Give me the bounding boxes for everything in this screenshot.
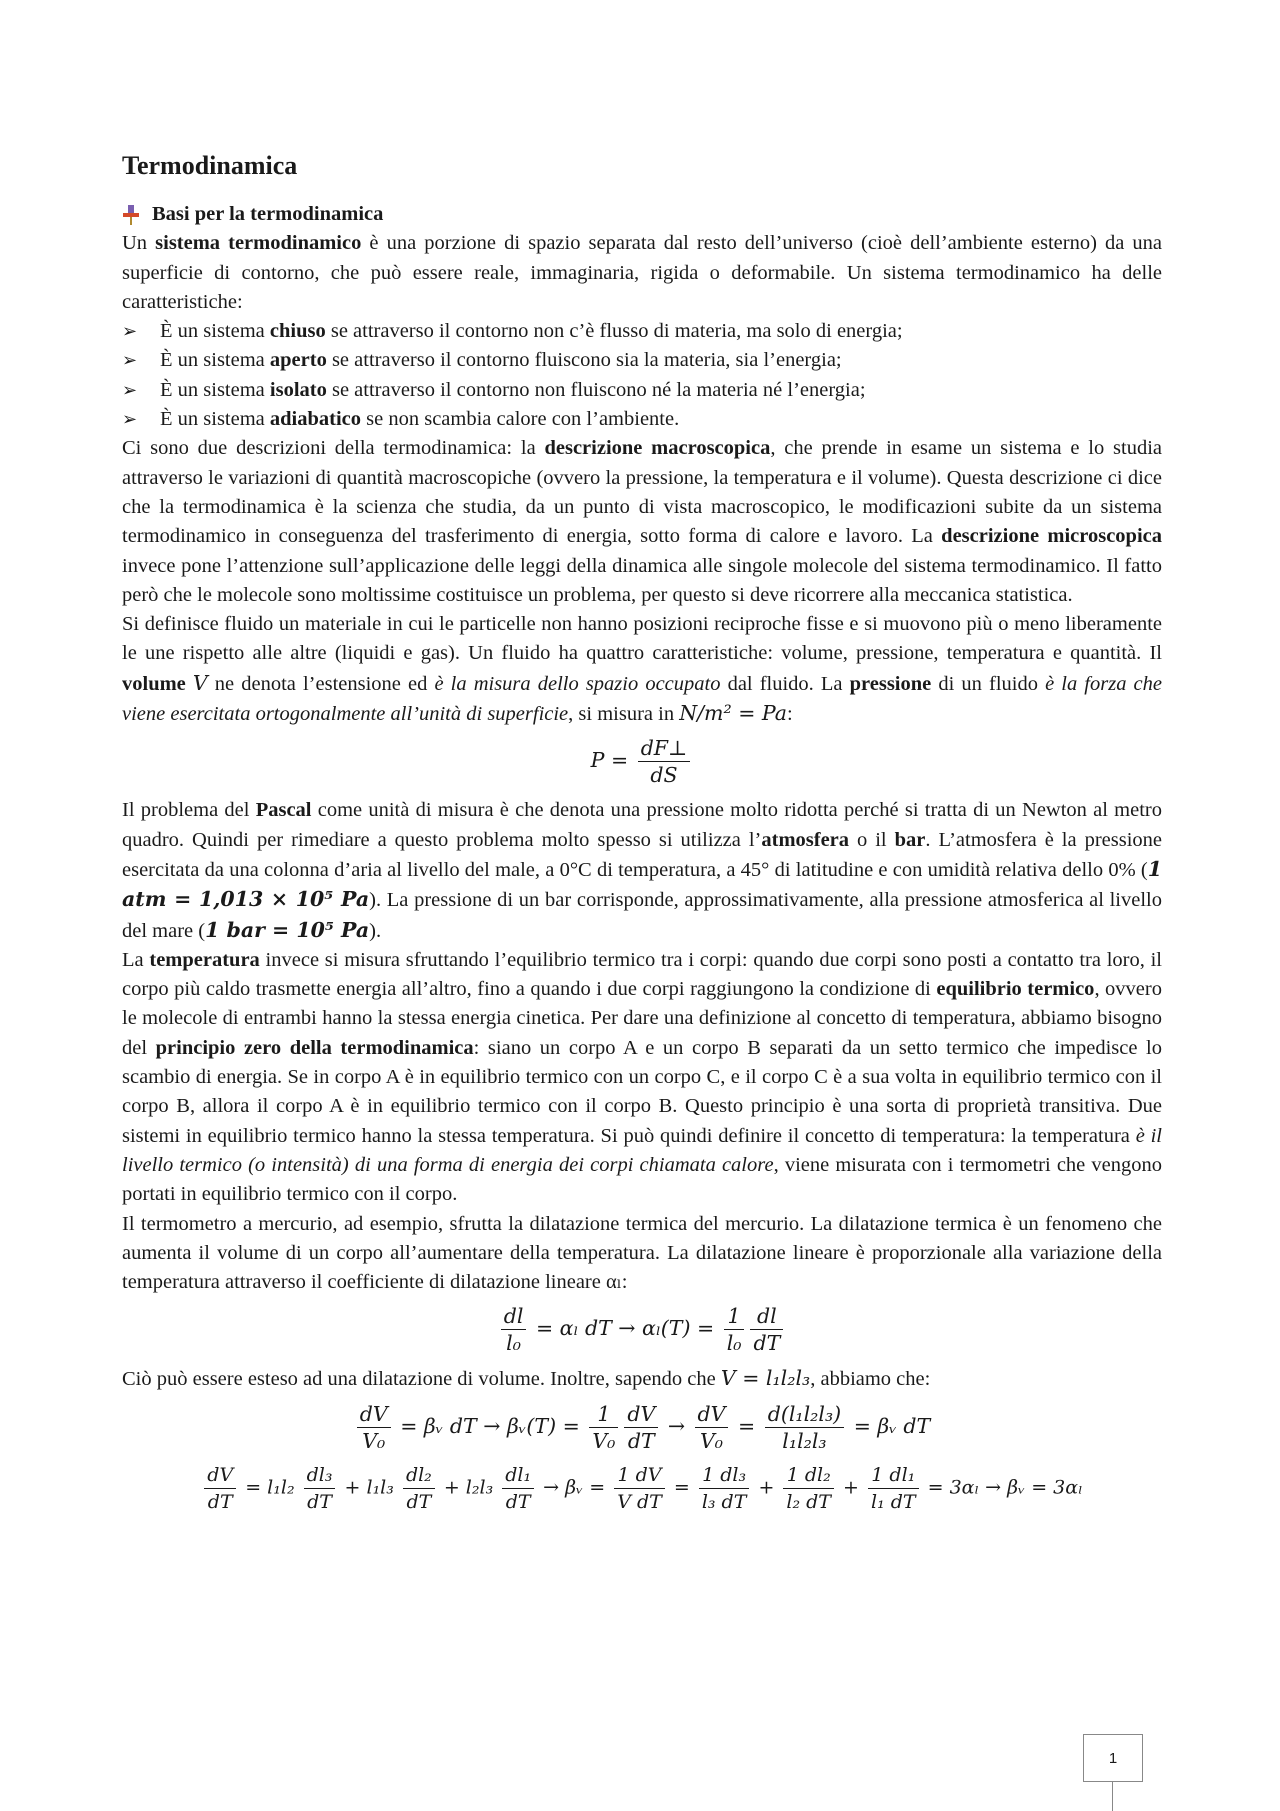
section-heading-text: Basi per la termodinamica [152,203,384,225]
arrow-bullet-icon: ➢ [122,350,138,371]
pascal-paragraph: Il problema del Pascal come unità di misura è che denota una pressione molto ridotta perché si tratta di un Newton al metro quadro. Quindi per rimediare a questo problema molto spesso si utilizza l’atmosfera o il bar. L’atmosfera è la pressione esercitata da una colonna d’aria al livello del male, a 0°C di temperatura, a 45° di latitudine e con umidità relativa dello 0% (1 atm = 1,013 × 10⁵ Pa). La pressione di un bar corrisponde, approssimativamente, alla pressione atmosferica al livello del mare (1 bar = 10⁵ Pa). [122,799,1162,942]
volume-expansion-formula: $\frac{dV}{\text{V₀}}$ = βᵥ dT → βᵥ(T) = $\frac{1}{\text{V₀}}$ $\frac{dV}{dT}$ → $\frac{dV}{\text{V₀}}$ = $\frac{\text{d(l₁l₂l₃)}}{\text{l₁l₂l₃}}$ = βᵥ dT [122,1401,1162,1454]
list-item: ➢ È un sistema aperto se attraverso il contorno fluiscono sia la materia, sia l’energia; [122,346,1162,375]
section-heading [122,200,1162,229]
list-item: ➢ È un sistema isolato se attraverso il contorno non fluiscono né la materia né l’energia; [122,376,1162,405]
bullet-list [122,317,1162,434]
page-number: 1 [1083,1734,1143,1782]
arrow-bullet-icon: ➢ [122,409,138,430]
derivative-formula: $\frac{dV}{dT}$ = l₁l₂ $\frac{\text{dl₃}}{dT}$ + l₁l₃ $\frac{\text{dl₂}}{dT}$ + l₂l₃ $\frac{\text{dl₁}}{dT}$ → βᵥ = $\frac{1 dV}{\text{V dT}}$ = $\frac{\text{1 dl₃}}{\text{l₃ dT}}$ + $\frac{\text{1 dl₂}}{\text{l₂ dT}}$ + $\frac{\text{1 dl₁}}{\text{l₁ dT}}$ = 3αₗ → βᵥ = 3αₗ [86,1462,1198,1515]
mercury-paragraph: Il termometro a mercurio, ad esempio, sfrutta la dilatazione termica del mercurio. La dilatazione termica è un fenomeno che aumenta il volume di un corpo all’aumentare della temperatura. La dilatazione lineare è proporzionale alla variazione della temperatura attraverso il coefficiente di dilatazione lineare αₗ: [122,1212,1162,1294]
list-item: ➢ È un sistema adiabatico se non scambia calore con l’ambiente. [122,405,1162,434]
volume-paragraph: Ciò può essere esteso ad una dilatazione di volume. Inoltre, sapendo che V = l₁l₂l₃, abbiamo che: [122,1366,931,1391]
list-item: ➢ È un sistema chiuso se attraverso il contorno non c’è flusso di materia, ma solo di energia; [122,317,1162,346]
arrow-bullet-icon: ➢ [122,379,138,400]
descriptions-paragraph: Ci sono due descrizioni della termodinamica: la descrizione macroscopica, che prende in esame un sistema e lo studia attraverso le variazioni di quantità macroscopiche (ovvero la pressione, la temperatura e il volume). Questa descrizione ci dice che la termodinamica è la scienza che studia, da un punto di vista macroscopico, le modificazioni subite da un sistema termodinamico in conseguenza del trasferimento di energia, sotto forma di calore e lavoro. La descrizione microscopica invece pone l’attenzione sull’applicazione delle leggi della dinamica alle singole molecole del sistema termodinamico. Il fatto però che le molecole sono moltissime costituisce un problema, per questo si deve ricorrere alla meccanica statistica. [122,437,1163,606]
fluid-paragraph: Si definisce fluido un materiale in cui le particelle non hanno posizioni reciproche fisse e si muovono più o meno liberamente le une rispetto alle altre (liquidi e gas). Un fluido ha quattro caratteristiche: volume, pressione, temperatura e quantità. Il volume V ne denota l’estensione ed è la misura dello spazio occupato dal fluido. La pressione di un fluido è la forza che viene esercitata ortogonalmente all’unità di superficie, si misura in N/m² = Pa: [122,613,1162,726]
pressure-formula: P = $\frac{dF\perp}{dS}$ [122,735,1162,788]
page-title: Termodinamica [122,151,298,180]
document-page [122,150,1162,1523]
linear-expansion-formula: $\frac{dl}{\text{l₀}}$ = αₗ dT → αₗ(T) = $\frac{1}{\text{l₀}}$ $\frac{dl}{dT}$ [122,1303,1162,1356]
pushpin-icon [122,205,140,225]
temperature-paragraph: La temperatura invece si misura sfruttando l’equilibrio termico tra i corpi: quando due corpi sono posti a contatto tra loro, il corpo più caldo trasmette energia all’altro, fino a quando i due corpi raggiungono la condizione di equilibrio termico, ovvero le molecole di entrambi hanno la stessa energia cinetica. Per dare una definizione al concetto di temperatura, abbiamo bisogno del principio zero della termodinamica: siano un corpo A e un corpo B separati da un setto termico che impedisce lo scambio di energia. Se in corpo A è in equilibrio termico con un corpo C, e il corpo C è a sua volta in equilibrio termico con il corpo B, allora il corpo A è in equilibrio termico con il corpo B. Questo principio è una sorta di proprietà transitiva. Due sistemi in equilibrio termico hanno la stessa temperatura. Si può quindi definire il concetto di temperatura: la temperatura è il livello termico (o intensità) di una forma di energia dei corpi chiamata calore, viene misurata con i termometri che vengono portati in equilibrio termico con il corpo. [122,948,1163,1206]
arrow-bullet-icon: ➢ [122,321,138,342]
intro-paragraph: Un sistema termodinamico è una porzione di spazio separata dal resto dell’universo (cioè dell’ambiente esterno) da una superficie di contorno, che può essere reale, immaginaria, rigida o deformabile. Un sistema termodinamico ha delle caratteristiche: [122,232,1162,313]
page-number-tick [1112,1781,1113,1811]
